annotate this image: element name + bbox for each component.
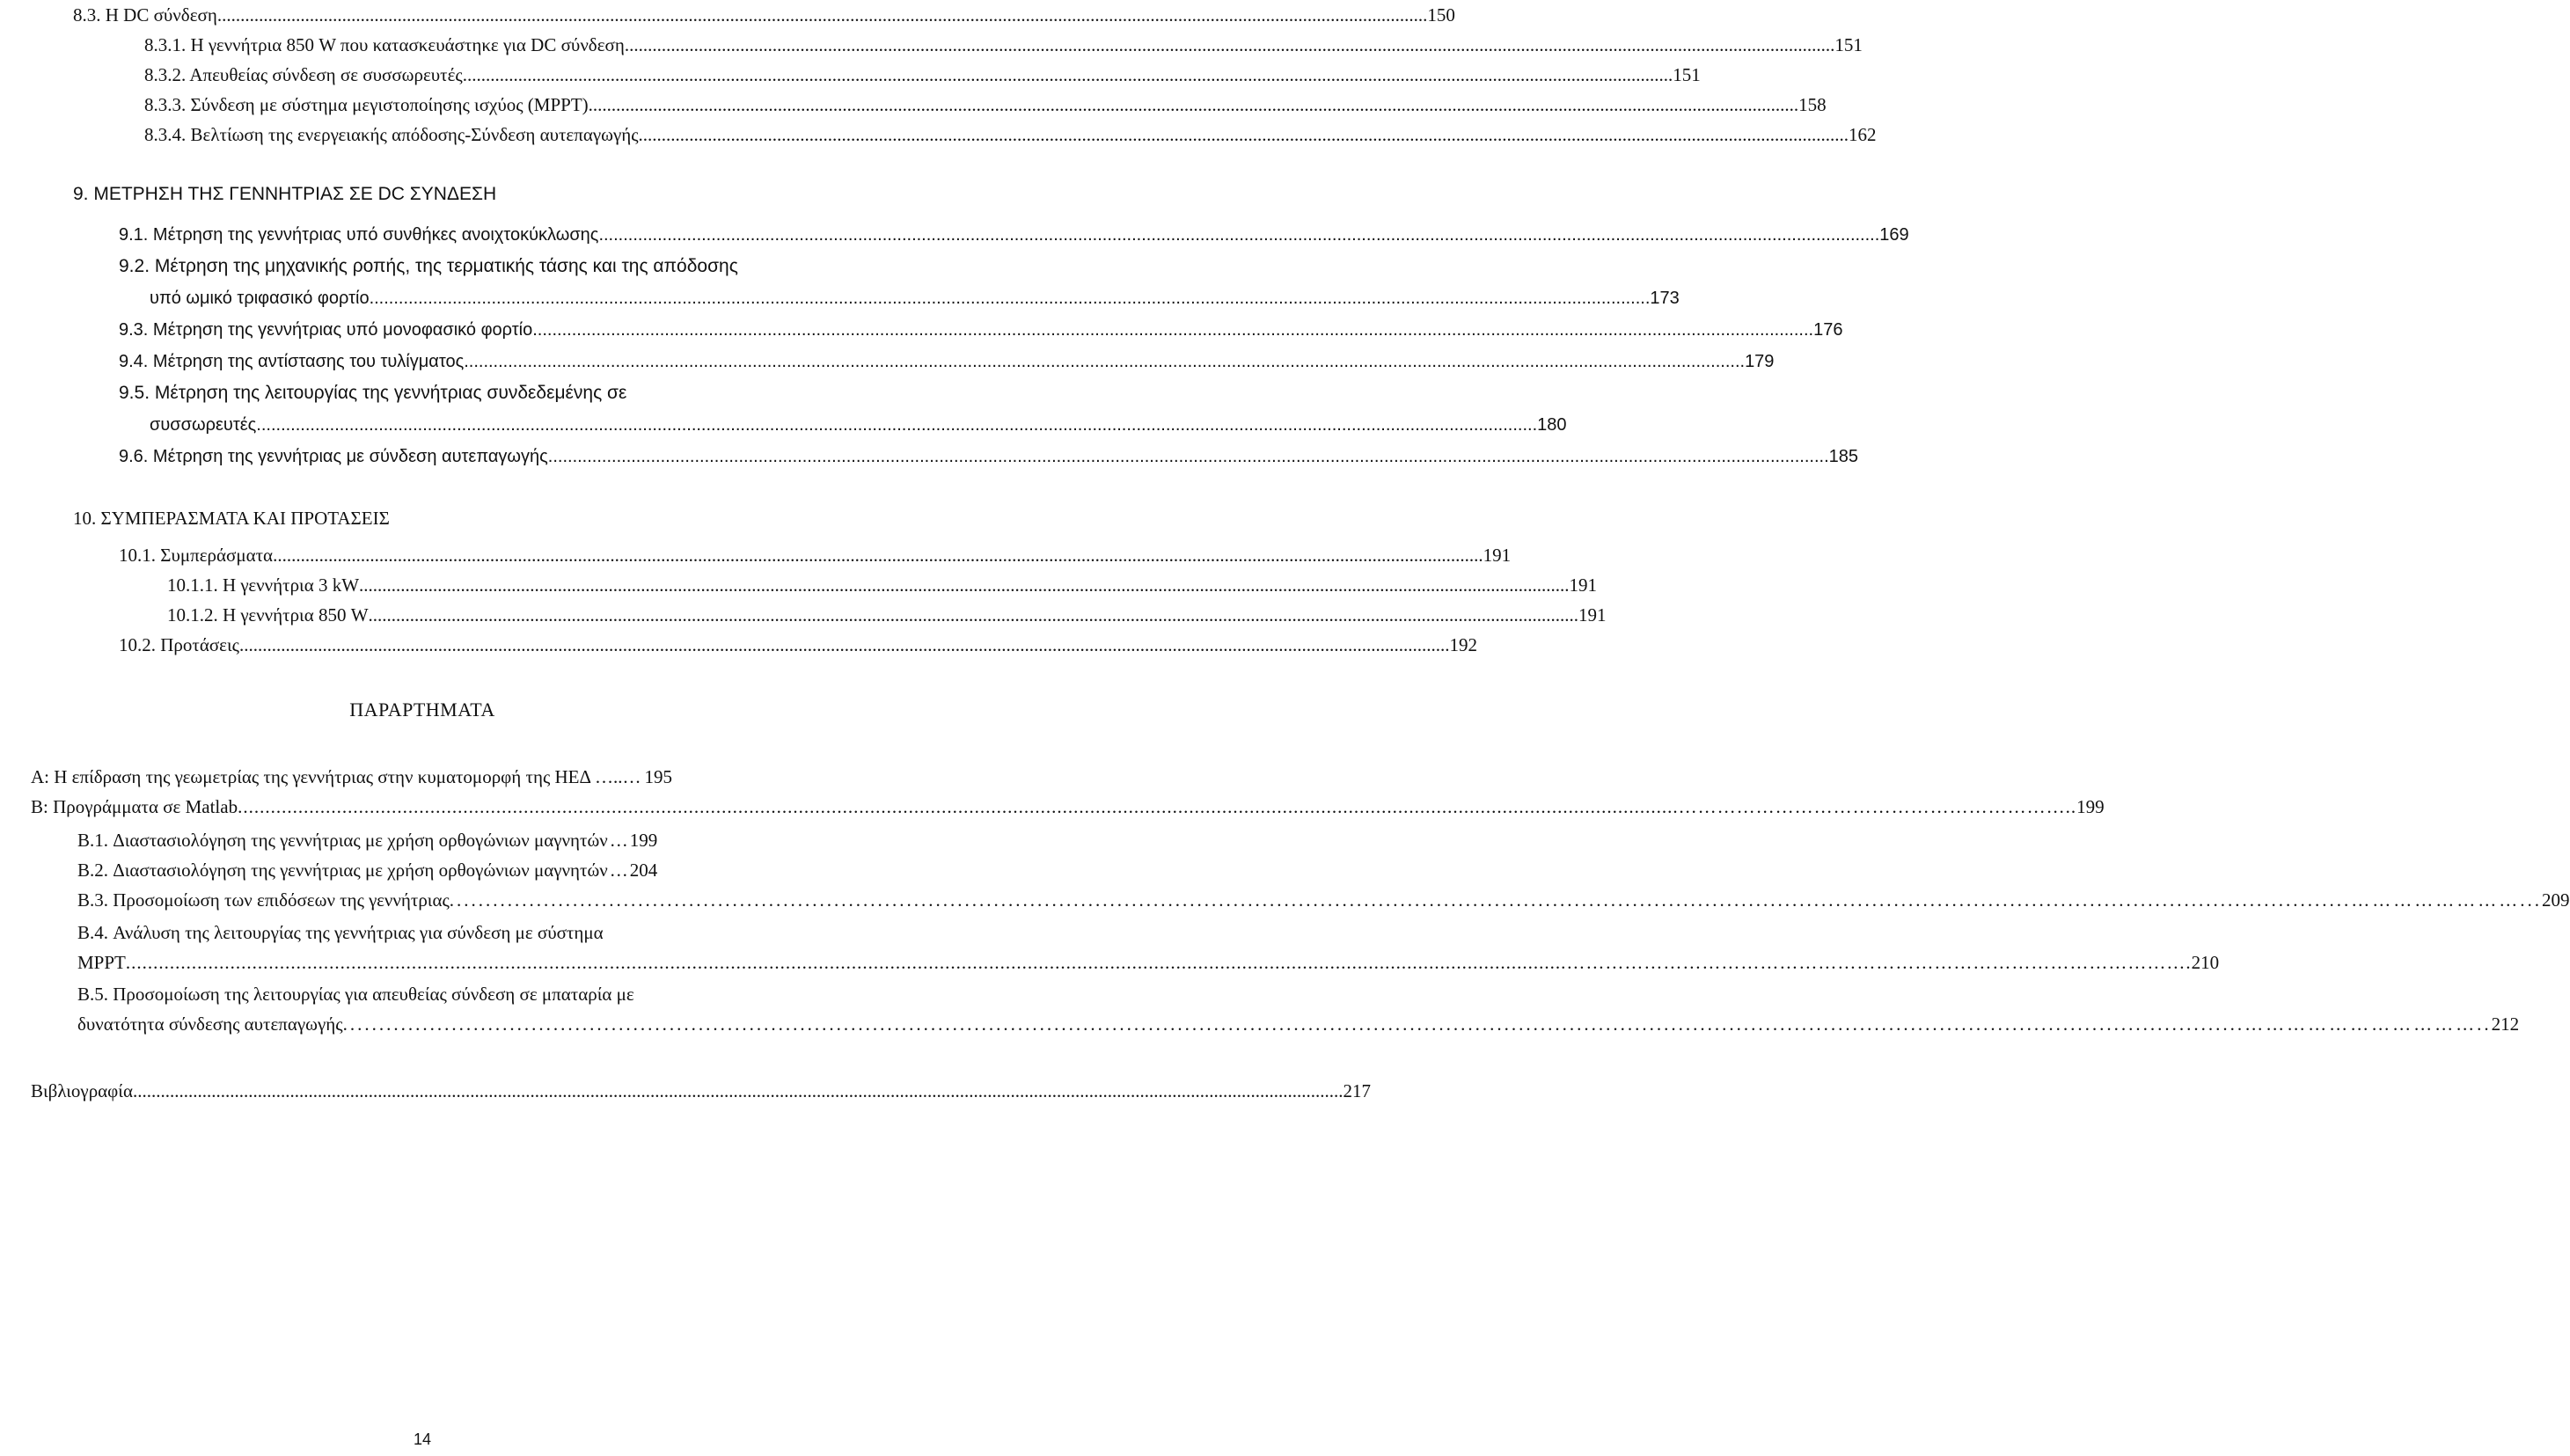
toc-entry-title: A: Η επίδραση της γεωμετρίας της γεννήτριας στην κυματομορφή της ΗΕΔ (31, 766, 592, 787)
toc-entry-page: 151 (1673, 64, 1701, 85)
toc-leader (464, 347, 1745, 377)
toc-entry-title: 9.3. Μέτρηση της γεννήτριας υπό μονοφασικό φορτίο (119, 320, 533, 340)
toc-entry-page: 191 (1483, 545, 1512, 566)
chapter-heading[interactable]: 10. ΣΥΜΠΕΡΑΣΜΑΤΑ ΚΑΙ ΠΡΟΤΑΣΕΙΣ (73, 508, 390, 529)
toc-entry-title: B.1. Διαστασιολόγηση της γεννήτριας με χρήση ορθογώνιων μαγνητών (77, 830, 608, 851)
toc-entry[interactable] (144, 30, 1863, 60)
toc-entry-title: Βιβλιογραφία (31, 1080, 133, 1101)
toc-entry-page: 150 (1427, 4, 1455, 26)
toc-entry-title: συσσωρευτές (150, 415, 257, 435)
toc-entry[interactable] (119, 220, 1909, 250)
toc-entry-page: 176 (1813, 320, 1843, 340)
toc-entry-page: 199 (2076, 796, 2105, 817)
appendix-heading: ΠΑΡΑΡΤΗΜΑΤΑ (349, 699, 495, 721)
toc-entry[interactable] (77, 1009, 2520, 1039)
toc-leader (532, 315, 1813, 345)
toc-leader: …..… (595, 766, 641, 787)
toc-entry-page: 191 (1569, 574, 1598, 596)
toc-leader (589, 90, 1799, 120)
toc-leader: ..... ……………………………………………………………………………………. (126, 947, 2192, 977)
toc-entry[interactable] (31, 792, 2105, 822)
toc-entry-title: B.2. Διαστασιολόγηση της γεννήτριας με χρήση ορθογώνιων μαγνητών (77, 860, 608, 881)
toc-leader (217, 0, 1428, 30)
toc-entry-title: 8.3.2. Απευθείας σύνδεση σε συσσωρευτές (144, 64, 463, 85)
toc-entry[interactable] (77, 947, 2220, 977)
toc-leader (463, 60, 1673, 90)
toc-entry[interactable] (167, 570, 1598, 600)
toc-entry-title: MPPT (77, 952, 126, 973)
toc-leader: ..... ……………………... (450, 885, 2542, 915)
toc-leader (256, 410, 1537, 440)
toc-entry-page: 162 (1849, 124, 1877, 145)
toc-leader: … (609, 830, 628, 851)
toc-entry-page: 169 (1879, 225, 1909, 245)
toc-entry-page: 212 (2491, 1013, 2520, 1035)
toc-entry-title: δυνατότητα σύνδεσης αυτεπαγωγής (77, 1013, 343, 1035)
toc-entry[interactable] (144, 90, 1827, 120)
toc-entry-page: 185 (1828, 447, 1858, 466)
toc-entry[interactable] (77, 825, 800, 855)
toc-entry-title-line[interactable]: B.5. Προσομοίωση της λειτουργίας για απευθείας σύνδεση σε μπαταρία με (77, 984, 634, 1005)
toc-leader: ..... …………………………….. (343, 1009, 2492, 1039)
toc-entry-title: 10.1. Συμπεράσματα (119, 545, 274, 566)
toc-entry[interactable] (119, 347, 1775, 377)
toc-entry-page: 210 (2191, 952, 2220, 973)
toc-entry-title: 8.3.4. Βελτίωση της ενεργειακής απόδοσης-Σύνδεση αυτεπαγωγής (144, 124, 639, 145)
toc-entry[interactable] (73, 0, 1455, 30)
toc-entry[interactable] (31, 762, 800, 792)
toc-entry-title: 10.1.2. Η γεννήτρια 850 W (167, 604, 369, 626)
toc-entry-page: 195 (644, 766, 673, 787)
toc-entry-title: B: Προγράμματα σε Matlab (31, 796, 238, 817)
toc-entry[interactable] (144, 120, 1877, 150)
toc-entry[interactable] (167, 600, 1607, 630)
toc-entry-title: 10.1.1. Η γεννήτρια 3 kW (167, 574, 360, 596)
toc-entry-title: B.3. Προσομοίωση των επιδόσεων της γεννήτριας (77, 889, 450, 911)
toc-entry-title: 8.3.3. Σύνδεση με σύστημα μεγιστοποίησης ισχύος (MPPT) (144, 94, 589, 115)
toc-entry-page: 158 (1798, 94, 1827, 115)
page-number: 14 (413, 1430, 432, 1448)
toc-entry[interactable] (77, 855, 800, 885)
toc-entry[interactable] (119, 315, 1843, 345)
toc-entry[interactable] (77, 885, 2570, 915)
toc-entry-title: υπό ωμικό τριφασικό φορτίο (150, 289, 370, 308)
toc-entry-title: 8.3. Η DC σύνδεση (73, 4, 217, 26)
toc-leader (370, 283, 1651, 313)
toc-entry[interactable] (119, 442, 1858, 472)
toc-entry[interactable] (119, 630, 1477, 660)
toc-entry-page: 199 (629, 830, 658, 851)
toc-entry-page: 192 (1449, 634, 1477, 655)
toc-entry-title-line[interactable]: B.4. Ανάλυση της λειτουργίας της γεννήτριας για σύνδεση με σύστημα (77, 922, 604, 943)
toc-leader (369, 600, 1579, 630)
chapter-heading[interactable]: 9. ΜΕΤΡΗΣΗ ΤΗΣ ΓΕΝΝΗΤΡΙΑΣ ΣΕ DC ΣΥΝΔΕΣΗ (73, 184, 497, 204)
toc-leader (133, 1076, 1344, 1106)
toc-leader (359, 570, 1570, 600)
toc-entry[interactable] (31, 1076, 1371, 1106)
toc-entry-title: 9.4. Μέτρηση της αντίστασης του τυλίγματος (119, 352, 465, 371)
toc-entry-page: 217 (1343, 1080, 1371, 1101)
toc-leader (639, 120, 1849, 150)
toc-entry[interactable] (150, 283, 1680, 313)
toc-leader: ..... …………………………………………………….. (238, 792, 2076, 822)
toc-entry[interactable] (119, 540, 1512, 570)
toc-entry[interactable] (150, 410, 1567, 440)
toc-entry[interactable] (144, 60, 1701, 90)
toc-entry-page: 179 (1745, 352, 1775, 371)
toc-entry-title: 8.3.1. Η γεννήτρια 850 W που κατασκευάστηκε για DC σύνδεση (144, 34, 625, 55)
toc-entry-title: 10.2. Προτάσεις (119, 634, 239, 655)
toc-leader (625, 30, 1835, 60)
toc-entry-page: 173 (1650, 289, 1680, 308)
toc-leader (239, 630, 1450, 660)
toc-entry-page: 151 (1834, 34, 1863, 55)
toc-entry-title-line[interactable]: 9.2. Μέτρηση της μηχανικής ροπής, της τερματικής τάσης και της απόδοσης (119, 256, 738, 276)
toc-entry-page: 204 (629, 860, 658, 881)
toc-entry-page: 209 (2542, 889, 2570, 911)
toc-entry-page: 180 (1537, 415, 1567, 435)
toc-leader (598, 220, 1879, 250)
toc-entry-title: 9.1. Μέτρηση της γεννήτριας υπό συνθήκες ανοιχτοκύκλωσης (119, 225, 599, 245)
toc-leader: … (609, 860, 628, 881)
toc-leader (273, 540, 1483, 570)
toc-leader (548, 442, 1829, 472)
toc-entry-title-line[interactable]: 9.5. Μέτρηση της λειτουργίας της γεννήτριας συνδεδεμένης σε (119, 383, 627, 403)
toc-entry-page: 191 (1578, 604, 1607, 626)
toc-entry-title: 9.6. Μέτρηση της γεννήτριας με σύνδεση αυτεπαγωγής (119, 447, 548, 466)
